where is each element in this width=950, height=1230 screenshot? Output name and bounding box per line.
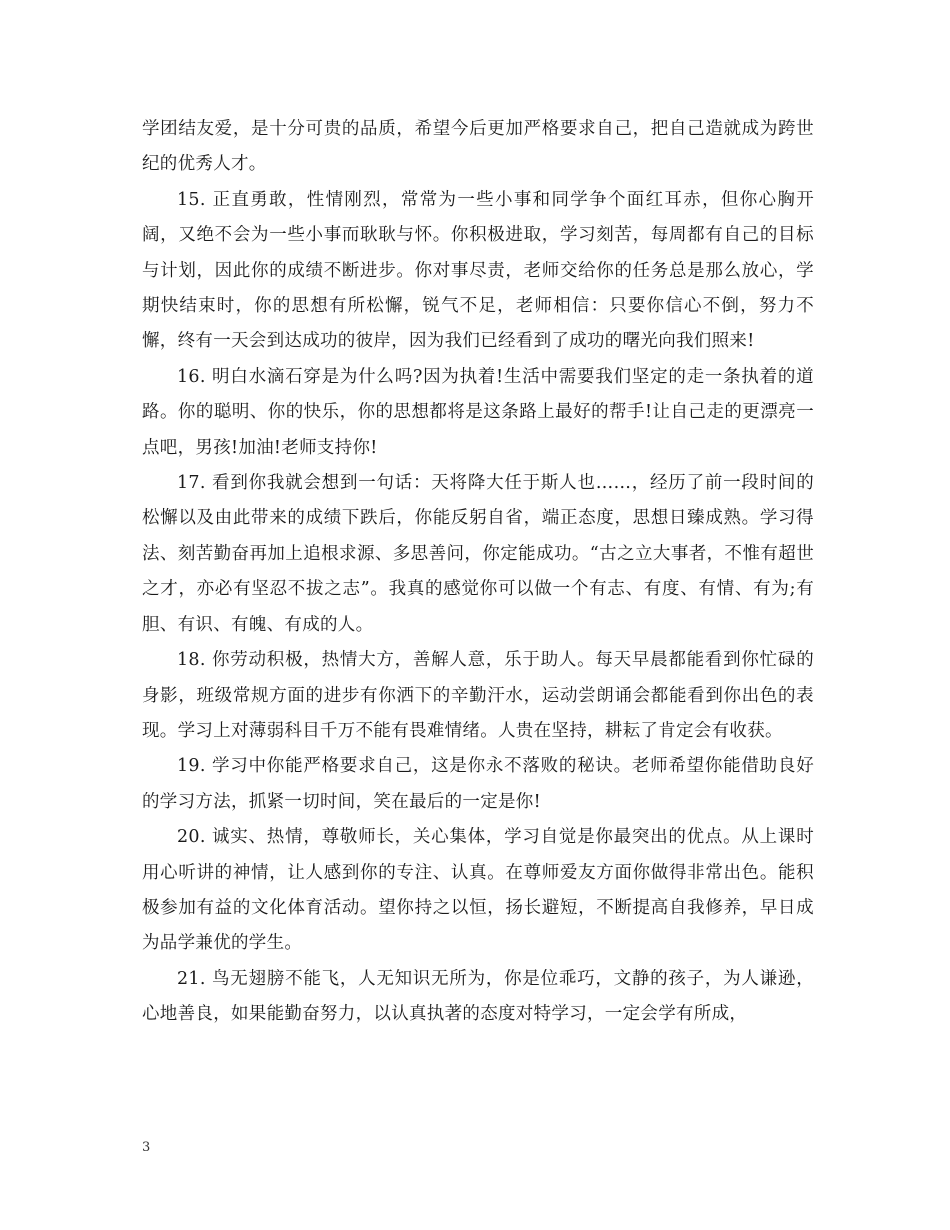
paragraph-21: 21. 鸟无翅膀不能飞，人无知识无所为，你是位乖巧，文静的孩子，为人谦逊，心地善良，如果能勤奋努力，以认真执著的态度对特学习，一定会学有所成， bbox=[142, 968, 814, 1025]
paragraph-15: 15. 正直勇敢，性情刚烈，常常为一些小事和同学争个面红耳赤，但你心胸开阔，又绝不会为一些小事而耿耿与怀。你积极进取，学习刻苦，每周都有自己的目标与计划，因此你的成绩不断进步。你对事尽责，老师交给你的任务总是那么放心，学期快结束时，你的思想有所松懈，锐气不足，老师相信：只要你信心不倒，努力不懈，终有一天会到达成功的彼岸，因为我们已经看到了成功的曙光向我们照来! bbox=[142, 189, 814, 352]
paragraph-16: 16. 明白水滴石穿是为什么吗?因为执着!生活中需要我们坚定的走一条执着的道路。你的聪明、你的快乐，你的思想都将是这条路上最好的帮手!让自己走的更漂亮一点吧，男孩!加油!老师支持你! bbox=[142, 366, 814, 458]
paragraph-18: 18. 你劳动积极，热情大方，善解人意，乐于助人。每天早晨都能看到你忙碌的身影，班级常规方面的进步有你洒下的辛勤汗水，运动尝朗诵会都能看到你出色的表现。学习上对薄弱科目千万不能有畏难情绪。人贵在坚持，耕耘了肯定会有收获。 bbox=[142, 650, 814, 741]
paragraph-17: 17. 看到你我就会想到一句话：天将降大任于斯人也……，经历了前一段时间的松懈以及由此带来的成绩下跌后，你能反躬自省，端正态度，思想日臻成熟。学习得法、刻苦勤奋再加上追根求源、多思善问，你定能成功。“古之立大事者，不惟有超世之才，亦必有坚忍不拔之志”。我真的感觉你可以做一个有志、有度、有情、有为;有胆、有识、有魄、有成的人。 bbox=[142, 473, 814, 635]
page-number: 3 bbox=[142, 1140, 151, 1155]
paragraph-19: 19. 学习中你能严格要求自己，这是你永不落败的秘诀。老师希望你能借助良好的学习方法，抓紧一切时间，笑在最后的一定是你! bbox=[142, 756, 814, 812]
paragraph-continued: 学团结友爱，是十分可贵的品质，希望今后更加严格要求自己，把自己造就成为跨世纪的优秀人才。 bbox=[142, 119, 814, 175]
body-text bbox=[142, 112, 814, 1033]
paragraph-20: 20. 诚实、热情，尊敬师长，关心集体，学习自觉是你最突出的优点。从上课时用心听讲的神情，让人感到你的专注、认真。在尊师爱友方面你做得非常出色。能积极参加有益的文化体育活动。望你持之以恒，扬长避短，不断提高自我修养，早日成为品学兼优的学生。 bbox=[142, 827, 814, 954]
